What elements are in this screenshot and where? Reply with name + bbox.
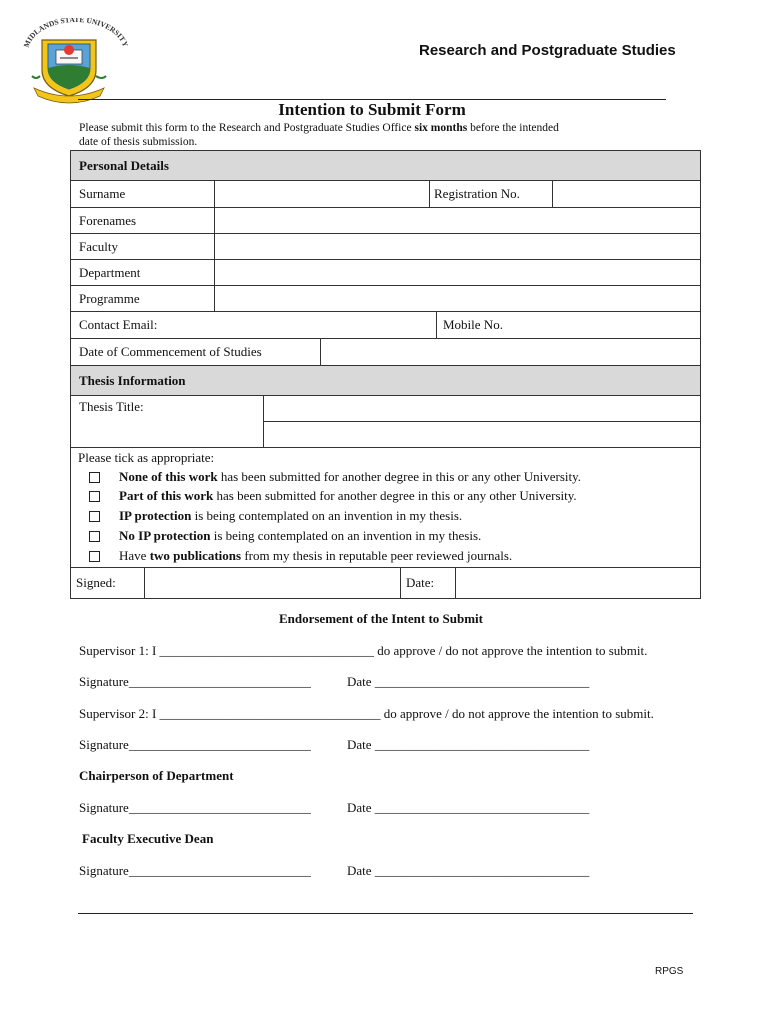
tick-option-part-of-work[interactable] (89, 488, 577, 504)
forenames-field[interactable] (214, 208, 700, 233)
row-thesis-title (71, 396, 700, 448)
tick-option-label: No IP protection is being contemplated on an invention in my thesis. (119, 528, 482, 543)
intro-text-start: Please submit this form to the Research and Postgraduate Studies Office (79, 122, 415, 134)
tick-option-ip-protection[interactable] (89, 508, 462, 524)
signature-line[interactable]: Signature____________________________ (79, 863, 311, 878)
thesis-title-field-2[interactable] (263, 422, 700, 447)
section-personal-details (71, 151, 700, 181)
row-programme (71, 286, 700, 312)
university-logo (20, 18, 130, 104)
checkbox[interactable] (89, 491, 100, 502)
intro-text-line2: date of thesis submission. (79, 136, 198, 148)
endorsement-title: Endorsement of the Intent to Submit (278, 611, 484, 626)
section-heading: Personal Details (79, 157, 169, 173)
intro-text-bold: six months (414, 122, 468, 134)
row-surname (71, 181, 700, 208)
logo-university-name: MIDLANDS STATE UNIVERSITY (21, 18, 130, 49)
tick-option-two-publications[interactable] (89, 548, 512, 564)
row-department (71, 260, 700, 286)
contact-email-label: Contact Email: (79, 317, 158, 332)
signature-line[interactable]: Signature____________________________ (79, 737, 311, 752)
date-line[interactable]: Date _________________________________ (347, 674, 590, 689)
tick-option-label: Part of this work has been submitted for another degree in this or any other University. (119, 488, 577, 503)
mobile-label: Mobile No. (436, 312, 700, 338)
signature-line[interactable]: Signature____________________________ (79, 674, 311, 689)
registration-label: Registration No. (429, 181, 552, 207)
forenames-label: Forenames (79, 212, 137, 228)
checkbox[interactable] (89, 551, 100, 562)
tick-prompt: Please tick as appropriate: (78, 450, 215, 465)
checkbox[interactable] (89, 472, 100, 483)
programme-label: Programme (79, 290, 140, 306)
commencement-label: Date of Commencement of Studies (79, 344, 262, 359)
org-title: Research and Postgraduate Studies (419, 42, 676, 59)
date-field[interactable] (455, 568, 700, 598)
registration-field[interactable] (552, 181, 700, 207)
tick-option-none-of-work[interactable] (89, 469, 581, 485)
intro-text-end: before the intended (467, 122, 559, 134)
supervisor1-line[interactable]: Supervisor 1: I _________________________________ do approve / do not approve the intention to submit. (79, 643, 648, 658)
date-label: Date: (400, 568, 455, 598)
footer-code: RPGS (655, 966, 684, 977)
form-table (70, 150, 701, 599)
department-label: Department (79, 264, 141, 280)
faculty-field[interactable] (214, 234, 700, 259)
row-signed (71, 568, 700, 598)
faculty-label: Faculty (79, 238, 118, 254)
signed-field[interactable] (144, 568, 400, 598)
section-heading: Thesis Information (79, 372, 186, 388)
date-line[interactable]: Date _________________________________ (347, 800, 590, 815)
signed-label: Signed: (76, 575, 116, 590)
form-title: Intention to Submit Form (278, 100, 466, 119)
dean-heading: Faculty Executive Dean (82, 831, 214, 846)
signature-line[interactable]: Signature____________________________ (79, 800, 311, 815)
row-faculty (71, 234, 700, 260)
form-intro (79, 121, 679, 149)
checkbox[interactable] (89, 531, 100, 542)
thesis-title-field-1[interactable] (263, 396, 700, 422)
tick-option-no-ip-protection[interactable] (89, 528, 481, 544)
checkbox[interactable] (89, 511, 100, 522)
chairperson-heading: Chairperson of Department (79, 768, 234, 783)
tick-option-label: IP protection is being contemplated on an invention in my thesis. (119, 508, 463, 523)
date-line[interactable]: Date _________________________________ (347, 863, 590, 878)
date-line[interactable]: Date _________________________________ (347, 737, 590, 752)
surname-label: Surname (79, 186, 126, 201)
tick-section (71, 448, 700, 568)
footer-divider (78, 913, 693, 914)
supervisor2-line[interactable]: Supervisor 2: I __________________________________ do approve / do not approve the intention to submit. (79, 706, 654, 721)
surname-field[interactable] (214, 181, 429, 207)
row-contact (71, 312, 700, 339)
thesis-title-label: Thesis Title: (79, 399, 144, 414)
row-commencement (71, 339, 700, 366)
department-field[interactable] (214, 260, 700, 285)
row-forenames (71, 208, 700, 234)
commencement-field[interactable] (320, 339, 700, 365)
tick-option-label: Have two publications from my thesis in reputable peer reviewed journals. (119, 548, 513, 563)
section-thesis-information (71, 366, 700, 396)
programme-field[interactable] (214, 286, 700, 311)
tick-option-label: None of this work has been submitted for another degree in this or any other University. (119, 469, 582, 484)
